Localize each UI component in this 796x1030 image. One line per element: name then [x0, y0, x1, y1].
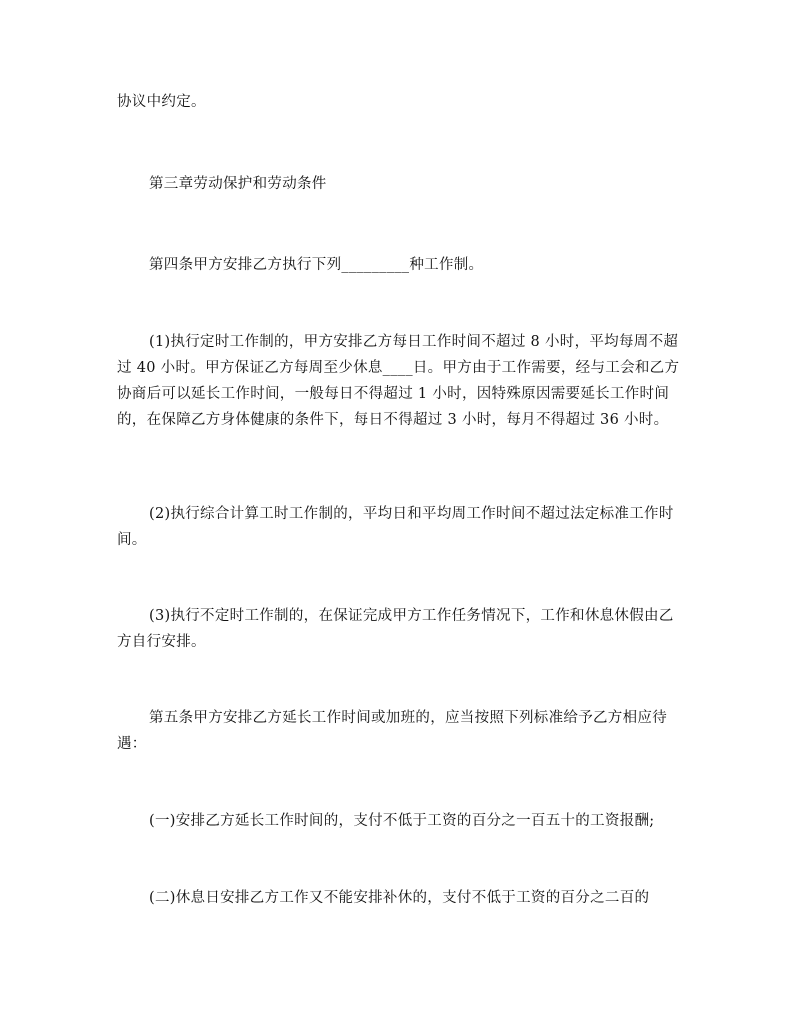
chapter-three-heading: 第三章劳动保护和劳动条件	[149, 176, 327, 192]
clause-rest-day-pay: (二)休息日安排乙方工作又不能安排补休的，支付不低于工资的百分之二百的	[149, 890, 650, 906]
article-four: 第四条甲方安排乙方执行下列_________种工作制。	[149, 257, 484, 273]
clause-flexible-hours: (3)执行不定时工作制的，在保证完成甲方工作任务情况下，工作和休息休假由乙方自行安排。	[117, 608, 674, 650]
article-five: 第五条甲方安排乙方延长工作时间或加班的，应当按照下列标准给予乙方相应待遇：	[117, 710, 667, 752]
clause-comprehensive-hours: (2)执行综合计算工时工作制的，平均日和平均周工作时间不超过法定标准工作时间。	[117, 506, 674, 548]
paragraph-agreement-continuation: 协议中约定。	[117, 94, 206, 110]
clause-overtime-pay: (一)安排乙方延长工作时间的，支付不低于工资的百分之一百五十的工资报酬;	[149, 813, 655, 829]
clause-fixed-hours: (1)执行定时工作制的，甲方安排乙方每日工作时间不超过 8 小时，平均每周不超过 40 小时。甲方保证乙方每周至少休息____日。甲方由于工作需要，经与工会和乙方协商后可以延长工作时间，一般每日不得超过 1 小时，因特殊原因需要延长工作时间的，在保障乙方身体健康的条件下，每日不得超过 3 小时，每月不得超过 36 小时。	[117, 334, 680, 428]
